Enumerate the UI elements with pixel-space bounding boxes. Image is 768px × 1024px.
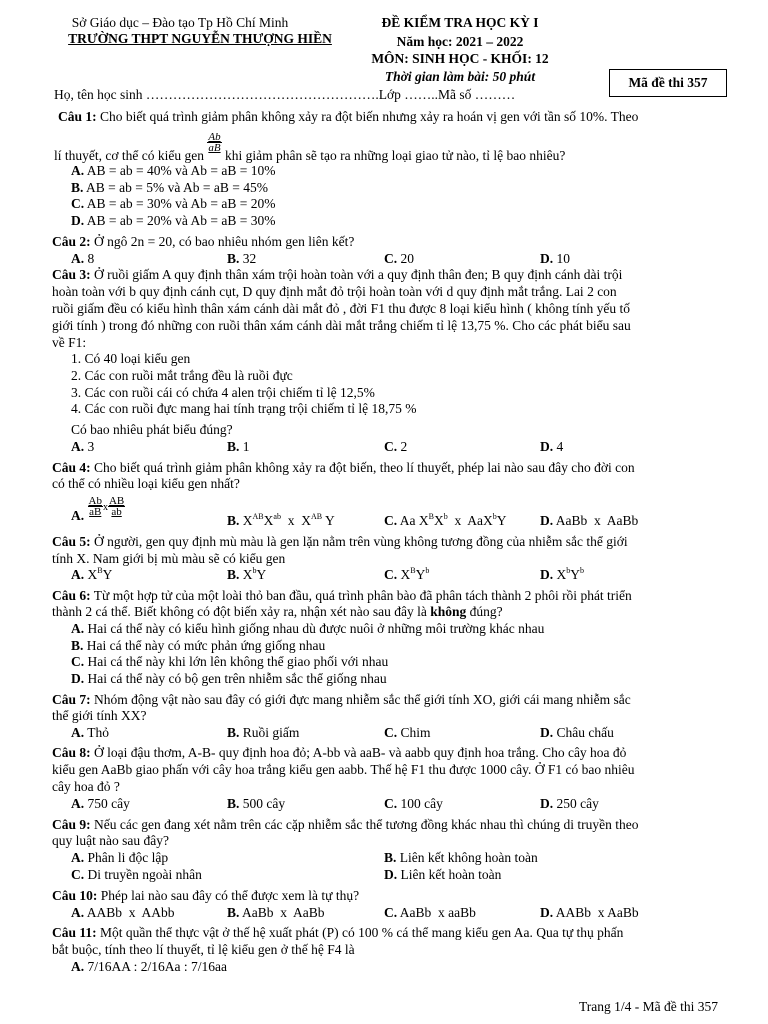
q8-option-c[interactable] — [384, 796, 443, 812]
q7-option-c[interactable] — [384, 725, 431, 741]
option-text: AaBb x AaBb — [553, 513, 639, 528]
option-text: AB = ab = 5% và Ab = aB = 45% — [83, 180, 268, 195]
option-label: C. — [384, 251, 398, 266]
question-4 — [52, 460, 635, 476]
question-10-label: Câu 10: — [52, 888, 98, 903]
option-text: Y — [570, 567, 580, 582]
question-5 — [52, 534, 628, 550]
option-label: C. — [71, 867, 85, 882]
option-label: D. — [71, 671, 85, 686]
q2-option-c[interactable] — [384, 251, 414, 267]
option-label: C. — [384, 796, 398, 811]
option-label: C. — [384, 439, 398, 454]
option-label: B. — [227, 513, 240, 528]
question-8-label: Câu 8: — [52, 745, 91, 760]
option-text: 3 — [84, 439, 95, 454]
cross-parent-1-fraction — [88, 496, 103, 517]
superscript: B — [410, 566, 416, 575]
question-8 — [52, 745, 626, 761]
option-text: Hai cá thể này có kiểu hình giống nhau dù được nuôi ở những môi trường khác nhau — [84, 621, 545, 636]
option-text: Ruồi giấm — [239, 725, 300, 740]
option-text: 100 cây — [397, 796, 443, 811]
option-label: D. — [540, 567, 554, 582]
question-6-line2 — [52, 604, 503, 620]
question-9-label: Câu 9: — [52, 817, 91, 832]
school-year: Năm học: 2021 – 2022 — [396, 34, 524, 49]
option-label: B. — [384, 850, 397, 865]
q2-option-a[interactable] — [71, 251, 94, 267]
option-text: X — [239, 513, 253, 528]
q1-option-d[interactable] — [71, 213, 275, 229]
q3-option-a[interactable] — [71, 439, 94, 455]
option-text: Hai cá thể này khi lớn lên không thể giao phối với nhau — [84, 654, 389, 669]
q4-option-a[interactable] — [71, 495, 125, 523]
question-2 — [52, 234, 354, 250]
q10-option-d[interactable] — [540, 905, 639, 921]
time-limit: Thời gian làm bài: 50 phút — [384, 69, 536, 84]
option-label: B. — [227, 905, 240, 920]
option-label: B. — [71, 638, 84, 653]
option-label: A. — [71, 439, 85, 454]
option-label: D. — [384, 867, 398, 882]
option-text: 4 — [553, 439, 564, 454]
genotype-fraction-top: Ab — [208, 131, 221, 144]
option-text: 1 — [239, 439, 250, 454]
option-text: X — [553, 567, 567, 582]
q9-option-d[interactable] — [384, 867, 501, 883]
q6-option-d[interactable] — [71, 671, 387, 687]
option-text: AB = ab = 30% và Ab = aB = 20% — [84, 196, 276, 211]
question-9-line: Nếu các gen đang xét nằm trên các cặp nhiễm sắc thể tương đồng khác nhau thì chúng di truyền theo — [90, 817, 639, 832]
q3-option-d[interactable] — [540, 439, 563, 455]
superscript: AB — [252, 512, 264, 521]
question-2-label: Câu 2: — [52, 234, 91, 249]
option-label: D. — [540, 251, 554, 266]
fraction-top: AB — [108, 495, 125, 508]
q10-option-c[interactable] — [384, 905, 476, 921]
q9-option-a[interactable] — [71, 850, 168, 866]
q5-option-d[interactable] — [540, 567, 584, 583]
question-1-line2 — [54, 128, 566, 163]
fraction-bottom: ab — [111, 506, 122, 519]
q2-option-d[interactable] — [540, 251, 570, 267]
option-label: A. — [71, 959, 85, 974]
question-3-line: Ở ruồi giấm A quy định thân xám trội hoàn toàn với a quy định thân đen; B quy định cánh dài trội — [90, 267, 623, 282]
statement: 1. Có 40 loại kiểu gen — [71, 351, 191, 366]
option-text: 500 cây — [239, 796, 286, 811]
option-text: Chim — [397, 725, 431, 740]
q6-option-a[interactable] — [71, 621, 544, 637]
exam-code-box: Mã đề thi 357 — [609, 69, 727, 97]
q5-option-c[interactable] — [384, 567, 429, 583]
option-text: 32 — [239, 251, 257, 266]
option-text: 250 cây — [553, 796, 599, 811]
q9-option-c[interactable] — [71, 867, 202, 883]
option-text: 750 cây — [84, 796, 130, 811]
question-1 — [58, 109, 638, 125]
question-6 — [52, 588, 632, 604]
option-label: A. — [71, 725, 85, 740]
q4-option-b[interactable] — [227, 513, 335, 529]
option-text: Aa X — [397, 513, 429, 528]
option-label: A. — [71, 796, 85, 811]
option-text: Châu chấu — [553, 725, 614, 740]
question-6-line: Từ một hợp tử của một loài thỏ ban đầu, quá trình phân bào đã phân tách thành 2 phôi rồi phát triển — [90, 588, 632, 603]
q6-option-b[interactable] — [71, 638, 325, 654]
option-label: A. — [71, 905, 85, 920]
question-11 — [52, 925, 623, 941]
question-6-line: thành 2 cá thể. Biết không có đột biến xảy ra, nhận xét nào sau đây là — [52, 604, 431, 619]
q9-option-b[interactable] — [384, 850, 538, 866]
q5-option-b[interactable] — [227, 567, 266, 583]
option-text: AaBb x AaBb — [239, 905, 325, 920]
option-text: Y — [102, 567, 113, 582]
option-text: Thỏ — [84, 725, 110, 740]
question-1-text: Cho biết quá trình giảm phân không xảy ra đột biến nhưng xảy ra hoán vị gen với tần số 10%. Theo — [96, 109, 639, 124]
fraction-top: Ab — [88, 495, 102, 508]
question-3-line: hoàn toàn với b quy định cánh cụt, D quy định mắt đỏ trội hoàn toàn với d quy định mắt trắng. Lai 2 con — [52, 284, 617, 299]
option-label: B. — [227, 796, 240, 811]
q7-option-d[interactable] — [540, 725, 614, 741]
superscript: b — [566, 566, 571, 575]
q5-option-a[interactable] — [71, 567, 112, 583]
q8-option-b[interactable] — [227, 796, 285, 812]
option-text: Liên kết hoàn toàn — [397, 867, 502, 882]
option-label: D. — [540, 905, 554, 920]
question-11-line: bắt buộc, tính theo lí thuyết, tỉ lệ kiểu gen ở thế hệ F4 là — [52, 942, 355, 957]
page-footer: Trang 1/4 - Mã đề thi 357 — [579, 999, 718, 1014]
option-label: C. — [384, 725, 398, 740]
question-7-line: thể giới tính XX? — [52, 708, 147, 723]
option-text: AB = ab = 40% và Ab = aB = 10% — [84, 163, 276, 178]
q10-option-a[interactable] — [71, 905, 175, 921]
genotype-fraction-bottom: aB — [208, 142, 221, 155]
option-text: X — [433, 513, 444, 528]
question-7-line: Nhóm động vật nào sau đây có giới đực mang nhiễm sắc thể giới tính XO, giới cái mang nhiễm sắc — [90, 692, 631, 707]
superscript: ab — [273, 512, 281, 521]
question-3-label: Câu 3: — [52, 267, 91, 282]
q8-option-a[interactable] — [71, 796, 130, 812]
emphasis-not: không — [430, 604, 467, 619]
q4-option-d[interactable] — [540, 513, 638, 529]
question-10 — [52, 888, 359, 904]
question-5-line: Ở người, gen quy định mù màu là gen lặn nằm trên vùng không tương đồng của nhiễm sắc thể giới — [90, 534, 628, 549]
option-label: A. — [71, 251, 85, 266]
option-text: 10 — [553, 251, 570, 266]
question-3 — [52, 267, 622, 283]
statement: 4. Các con ruồi đực mang hai tính trạng trội chiếm tỉ lệ 18,75 % — [71, 401, 417, 416]
q1-option-c[interactable] — [71, 196, 275, 212]
option-text: Liên kết không hoàn toàn — [396, 850, 538, 865]
option-text: Hai cá thể này có mức phản ứng giống nhau — [83, 638, 326, 653]
superscript: b — [580, 566, 584, 575]
question-10-text: Phép lai nào sau đây có thể được xem là tự thụ? — [97, 888, 360, 903]
q4-option-c[interactable] — [384, 513, 506, 529]
cross-symbol: x — [102, 502, 108, 513]
option-label: A. — [71, 850, 85, 865]
question-3-line: giới tính ) trong đó những con ruồi thân xám cánh dài mắt trắng chiếm tỉ lệ 13,75 %. Cho các phát biểu sau — [52, 318, 631, 333]
superscript: b — [425, 566, 430, 575]
superscript: AB — [310, 512, 323, 521]
fraction-bottom: aB — [89, 506, 102, 519]
option-label: A. — [71, 508, 85, 523]
question-3-ask: Có bao nhiêu phát biểu đúng? — [71, 422, 233, 437]
question-7-label: Câu 7: — [52, 692, 91, 707]
q7-option-b[interactable] — [227, 725, 299, 741]
school-name: TRƯỜNG THPT NGUYỄN THƯỢNG HIỀN — [68, 31, 332, 46]
question-2-text: Ở ngô 2n = 20, có bao nhiêu nhóm gen liên kết? — [90, 234, 355, 249]
genotype-fraction — [207, 132, 221, 153]
question-1-label: Câu 1: — [58, 109, 97, 124]
question-6-label: Câu 6: — [52, 588, 91, 603]
option-label: D. — [540, 439, 554, 454]
option-label: B. — [227, 567, 240, 582]
option-text: AABb x AaBb — [553, 905, 639, 920]
option-label: D. — [540, 513, 554, 528]
option-text: 8 — [84, 251, 95, 266]
option-text: 20 — [397, 251, 414, 266]
q10-option-b[interactable] — [227, 905, 325, 921]
q7-option-a[interactable] — [71, 725, 109, 741]
option-text: Y — [496, 513, 507, 528]
option-text: x AaX — [447, 513, 493, 528]
question-4-label: Câu 4: — [52, 460, 91, 475]
option-label: D. — [71, 213, 85, 228]
superscript: b — [252, 566, 257, 575]
question-3-line: về F1: — [52, 335, 87, 350]
option-label: B. — [227, 439, 240, 454]
option-text: X — [239, 567, 253, 582]
option-label: C. — [384, 905, 398, 920]
superscript: B — [428, 512, 434, 521]
option-text: AaBb x aaBb — [397, 905, 476, 920]
option-text: Hai cá thể này có bộ gen trên nhiễm sắc thể giống nhau — [84, 671, 387, 686]
option-text: Di truyền ngoài nhân — [84, 867, 202, 882]
question-11-line: Một quần thể thực vật ở thế hệ xuất phát (P) có 100 % cá thể mang kiểu gen Aa. Qua tự thụ phấn — [96, 925, 624, 940]
question-9-line: quy luật nào sau đây? — [52, 833, 169, 848]
q3-option-c[interactable] — [384, 439, 407, 455]
option-label: A. — [71, 621, 85, 636]
question-4-line: Cho biết quá trình giảm phân không xảy ra đột biến, theo lí thuyết, phép lai nào sau đây cho đời con — [90, 460, 635, 475]
option-text: 7/16AA : 2/16Aa : 7/16aa — [84, 959, 227, 974]
option-label: C. — [384, 567, 398, 582]
question-1-line2-a: lí thuyết, cơ thể có kiểu gen — [54, 148, 208, 163]
option-label: B. — [227, 725, 240, 740]
question-9 — [52, 817, 639, 833]
option-label: C. — [71, 654, 85, 669]
option-text: 2 — [397, 439, 408, 454]
q3-option-b[interactable] — [227, 439, 250, 455]
department-name: Sở Giáo dục – Đào tạo Tp Hồ Chí Minh — [71, 15, 289, 30]
question-11-label: Câu 11: — [52, 925, 97, 940]
student-info-line: Họ, tên học sinh …………………………………………….Lớp ……..Mã số ……… — [54, 87, 516, 102]
option-text: Y — [415, 567, 426, 582]
option-label: D. — [540, 796, 554, 811]
question-8-line: kiểu gen AaBb giao phấn với cây hoa trắng kiểu gen aabb. Thế hệ F1 thu được 1000 cây. Ở F1 có bao nhiêu — [52, 762, 635, 777]
superscript: b — [492, 512, 497, 521]
option-text: Y — [256, 567, 267, 582]
question-4-line: có thể có nhiều loại kiểu gen nhất? — [52, 476, 240, 491]
option-text: Phân li độc lập — [84, 850, 169, 865]
superscript: b — [443, 512, 448, 521]
q11-option-a[interactable] — [71, 959, 227, 975]
option-text: AABb x AAbb — [84, 905, 175, 920]
option-text: X — [397, 567, 411, 582]
statement: 2. Các con ruồi mắt trắng đều là ruồi đực — [71, 368, 293, 383]
question-3-line: ruồi giấm đều có kiểu hình thân xám cánh dài mắt đỏ , đời F1 thu được 8 loại kiểu hình ( không tính yếu tố — [52, 301, 630, 316]
option-label: A. — [71, 163, 85, 178]
option-text: x X — [280, 513, 311, 528]
option-text: Y — [322, 513, 335, 528]
question-7 — [52, 692, 631, 708]
q6-option-c[interactable] — [71, 654, 388, 670]
option-label: B. — [71, 180, 84, 195]
option-text: AB = ab = 20% và Ab = aB = 30% — [84, 213, 276, 228]
question-5-line: tính X. Nam giới bị mù màu sẽ có kiểu gen — [52, 551, 286, 566]
question-8-line: Ở loại đậu thơm, A-B- quy định hoa đỏ; A-bb và aaB- và aabb quy định hoa trắng. Cho cây hoa đỏ — [90, 745, 627, 760]
question-5-label: Câu 5: — [52, 534, 91, 549]
superscript: B — [97, 566, 103, 575]
q2-option-b[interactable] — [227, 251, 256, 267]
subject-line: MÔN: SINH HỌC - KHỐI: 12 — [371, 51, 549, 66]
q1-option-b[interactable] — [71, 180, 268, 196]
question-8-line: cây hoa đỏ ? — [52, 779, 120, 794]
exam-title: ĐỀ KIỂM TRA HỌC KỲ I — [381, 15, 539, 30]
q8-option-d[interactable] — [540, 796, 599, 812]
cross-parent-2-fraction — [108, 496, 125, 517]
q1-option-a[interactable] — [71, 163, 275, 179]
option-text: X — [263, 513, 274, 528]
statement: 3. Các con ruồi cái có chứa 4 alen trội chiếm tỉ lệ 12,5% — [71, 385, 375, 400]
option-label: D. — [540, 725, 554, 740]
option-label: C. — [71, 196, 85, 211]
option-label: B. — [227, 251, 240, 266]
question-1-line2-b: khi giảm phân sẽ tạo ra những loại giao tử nào, tỉ lệ bao nhiêu? — [221, 148, 566, 163]
question-6-line: đúng? — [466, 604, 503, 619]
option-label: A. — [71, 567, 85, 582]
option-text: X — [84, 567, 98, 582]
option-label: C. — [384, 513, 398, 528]
